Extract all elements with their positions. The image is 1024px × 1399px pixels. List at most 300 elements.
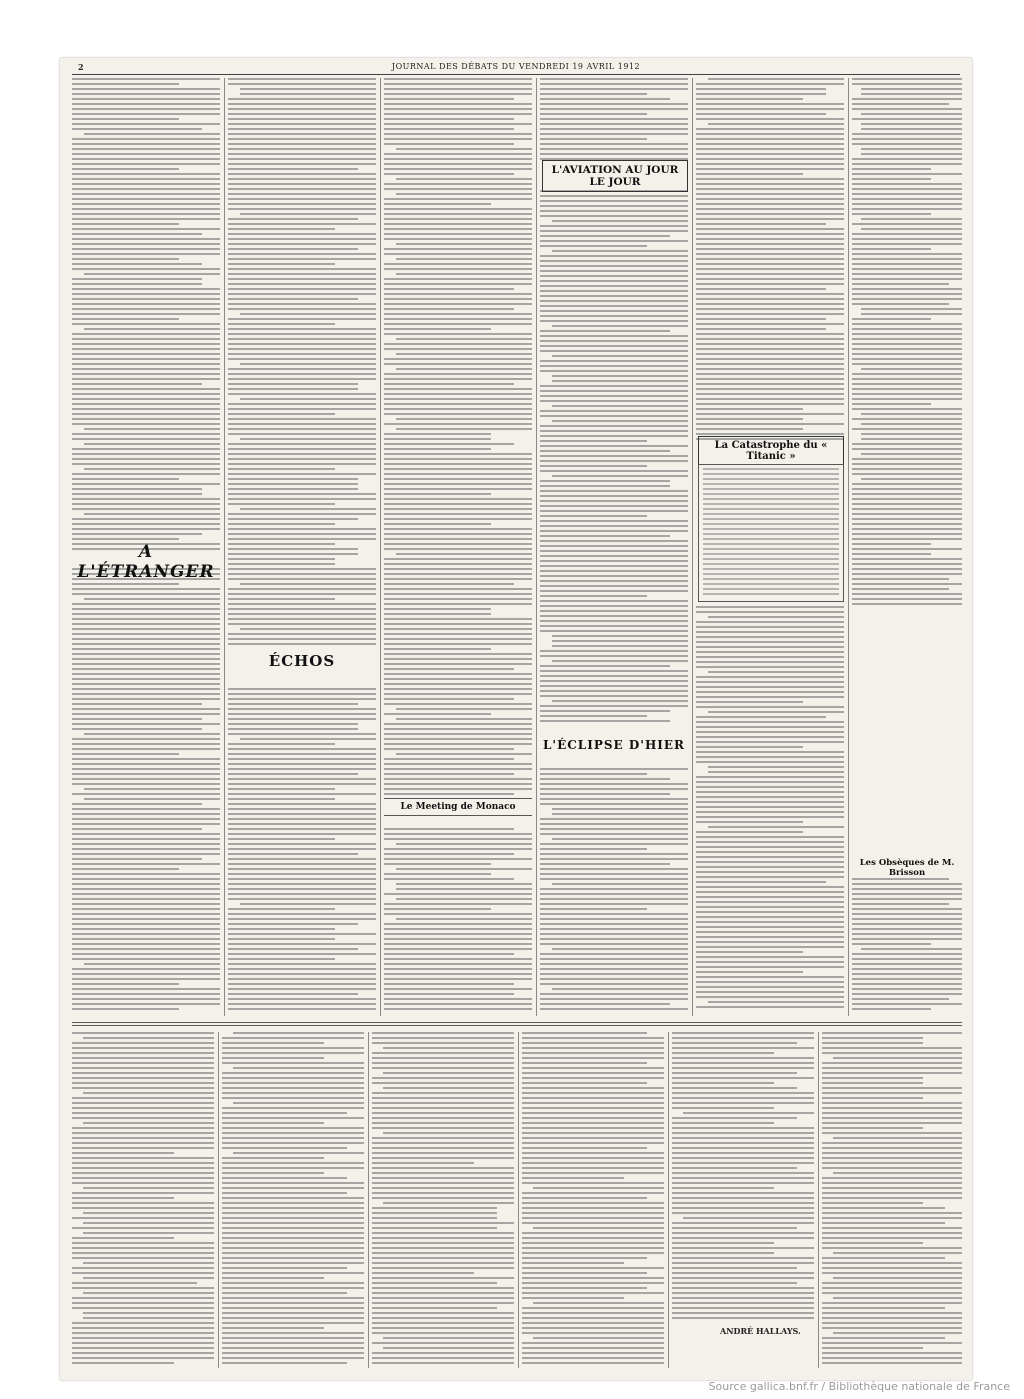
text-line [72,773,220,775]
text-line [372,1207,497,1209]
text-line [696,661,844,663]
text-line [540,445,688,447]
text-line [861,438,962,440]
text-line [383,1202,514,1204]
text-line [222,1327,324,1329]
text-line [228,708,376,710]
text-line [372,1312,514,1314]
text-line [228,728,358,730]
text-line [696,816,844,818]
text-line [384,103,532,105]
text-line [696,228,844,230]
text-line [72,453,220,455]
text-line [72,728,202,730]
text-line [672,1032,814,1034]
text-line [852,338,962,340]
text-line [708,711,844,713]
text-line [372,1112,514,1114]
text-line [522,1052,664,1054]
text-line [540,310,688,312]
text-line [522,1242,664,1244]
text-line [228,218,358,220]
text-line [384,113,532,115]
text-line [72,153,220,155]
text-line [72,938,220,940]
text-line [384,263,532,265]
text-line [852,188,962,190]
text-line [540,540,688,542]
text-line [852,918,962,920]
text-line [522,1267,664,1269]
text-line [852,253,962,255]
text-line [384,953,514,955]
text-line [696,298,844,300]
text-line [72,1272,214,1274]
text-line [372,1057,514,1059]
text-line [696,178,844,180]
text-line [228,98,376,100]
text-line [540,878,688,880]
text-line [72,748,220,750]
text-line [852,143,962,145]
text-line [852,513,962,515]
text-line [672,1102,814,1104]
text-line [384,778,532,780]
text-line [396,353,532,355]
text-line [540,320,688,322]
text-line [372,1257,514,1259]
column-rule [224,78,225,1016]
text-line [222,1197,364,1199]
text-line [228,858,376,860]
text-line [222,1337,364,1339]
feuilleton-separator [72,1022,962,1023]
text-line [228,948,358,950]
text-line [228,743,335,745]
text-line [384,848,532,850]
text-line [552,250,688,252]
text-line [822,1232,962,1234]
text-line [540,655,688,657]
text-line [228,83,376,85]
text-line [228,498,376,500]
text-line [83,1212,214,1214]
text-line [72,808,220,810]
text-line [228,168,358,170]
text-line [822,1337,945,1339]
text-line [696,158,844,160]
text-line [552,355,688,357]
text-line [852,203,962,205]
text-line [852,888,962,890]
text-line [822,1317,962,1319]
text-line [228,568,376,570]
text-line [222,1177,347,1179]
text-line [228,478,358,480]
text-line [228,208,376,210]
text-line [228,298,358,300]
text-line [822,1092,962,1094]
text-line [228,553,358,555]
text-line [852,978,962,980]
text-line [696,721,844,723]
text-line [522,1082,647,1084]
text-line [822,1087,962,1089]
text-line [696,373,844,375]
text-line [72,668,220,670]
text-line [372,1237,514,1239]
text-line [672,1117,797,1119]
text-line [540,143,688,145]
text-line [384,313,532,315]
text-line [228,328,376,330]
text-line [852,973,962,975]
text-line [84,733,220,735]
text-line [228,198,376,200]
text-line [708,1001,844,1003]
text-line [696,238,844,240]
text-line [852,393,962,395]
text-line [228,158,376,160]
text-line [852,503,962,505]
text-line [72,1062,214,1064]
text-line [222,1137,364,1139]
text-line [396,718,532,720]
text-line [384,503,532,505]
text-line [72,1077,214,1079]
text-line [852,233,962,235]
text-line [852,578,949,580]
text-line [696,966,844,968]
text-line [228,358,376,360]
text-line [72,223,179,225]
text-line [222,1127,364,1129]
text-line [696,811,844,813]
text-line [222,1352,364,1354]
text-line [372,1277,514,1279]
text-line [552,375,688,377]
text-line [852,223,962,225]
text-line [72,123,220,125]
text-line [696,363,844,365]
page-number: 2 [78,62,84,72]
text-line [72,833,220,835]
text-line [861,453,962,455]
text-line [861,93,962,95]
text-line [540,235,670,237]
text-line [540,773,647,775]
text-line [228,938,335,940]
text-line [222,1332,364,1334]
text-line [861,368,962,370]
text-line [540,123,688,125]
text-line [228,473,376,475]
section-heading-aviation: L'AVIATION AU JOUR LE JOUR [542,160,688,192]
text-line [228,383,358,385]
text-line [696,846,844,848]
text-line [540,605,688,607]
text-line [228,348,376,350]
text-line [696,751,844,753]
text-line [384,673,532,675]
text-line [540,958,688,960]
text-line [540,425,688,427]
text-line [228,293,376,295]
text-line [540,370,688,372]
text-line [384,468,532,470]
text-line [384,763,532,765]
text-line [384,383,514,385]
text-line [72,148,220,150]
text-line [833,1252,962,1254]
text-line [228,453,376,455]
text-line [822,1142,962,1144]
section-heading-eclipse: L'ÉCLIPSE D'HIER [542,738,686,752]
text-line [852,98,962,100]
text-line [228,428,376,430]
text-line [672,1232,814,1234]
text-line [384,513,532,515]
text-line [540,555,688,557]
text-line [696,971,803,973]
column-4-eclipse [540,768,688,1014]
text-line [696,198,844,200]
feuilleton-column-4 [522,1032,664,1368]
text-line [396,868,532,870]
text-line [383,1072,514,1074]
text-line [852,318,931,320]
text-line [228,128,376,130]
text-line [372,1272,474,1274]
text-line [222,1292,347,1294]
text-line [672,1317,814,1319]
text-line [696,103,844,105]
text-line [372,1327,514,1329]
text-line [228,423,376,425]
text-line [540,545,688,547]
text-line [72,933,220,935]
survivors-table [698,464,844,602]
text-line [540,108,688,110]
text-line [372,1292,514,1294]
text-line [228,493,376,495]
column-6-brisson [852,878,962,1014]
text-line [384,678,532,680]
column-1-continued [72,568,220,1016]
text-line [72,813,220,815]
text-line [384,863,491,865]
text-line [384,83,532,85]
text-line [852,108,962,110]
text-line [72,193,220,195]
text-line [852,543,931,545]
text-line [540,908,647,910]
column-rule [818,1032,819,1368]
text-line [72,1042,214,1044]
text-line [696,428,803,430]
text-line [384,998,532,1000]
text-line [852,373,962,375]
text-line [372,1162,474,1164]
text-line [72,723,220,725]
text-line [540,565,688,567]
table-row [703,593,839,595]
text-line [222,1312,364,1314]
text-line [852,988,962,990]
text-line [72,323,220,325]
text-line [384,648,491,650]
text-line [72,1112,214,1114]
text-line [72,763,220,765]
text-line [861,478,962,480]
text-line [540,630,688,632]
table-row [703,508,839,510]
text-line [384,408,532,410]
text-line [852,163,962,165]
text-line [696,821,803,823]
text-line [72,318,179,320]
text-line [228,883,376,885]
text-line [72,168,179,170]
text-line [228,943,376,945]
text-line [72,623,220,625]
text-line [222,1157,324,1159]
text-line [72,958,220,960]
text-line [861,128,962,130]
text-line [72,308,220,310]
text-line [822,1157,962,1159]
text-line [852,418,962,420]
text-line [672,1092,814,1094]
text-line [822,1362,962,1364]
text-line [540,480,670,482]
text-line [540,300,688,302]
text-line [222,1207,364,1209]
text-line [822,1152,962,1154]
text-line [672,1242,774,1244]
text-line [696,761,844,763]
text-line [72,658,220,660]
text-line [522,1142,664,1144]
text-line [72,338,220,340]
text-line [522,1147,647,1149]
text-line [72,483,220,485]
text-line [522,1282,664,1284]
text-line [852,908,962,910]
text-line [372,1032,514,1034]
text-line [696,218,844,220]
text-line [822,1072,962,1074]
text-line [228,763,376,765]
text-line [672,1207,814,1209]
text-line [822,1102,962,1104]
text-line [228,758,376,760]
text-line [72,378,220,380]
text-line [72,283,202,285]
text-line [396,418,532,420]
text-line [540,285,688,287]
text-line [833,1332,962,1334]
text-line [228,833,376,835]
text-line [384,628,532,630]
text-line [240,628,376,630]
text-line [852,363,962,365]
text-line [384,658,532,660]
text-line [222,1057,324,1059]
text-line [696,756,844,758]
text-line [852,518,962,520]
text-line [852,293,962,295]
text-line [384,568,532,570]
text-line [72,923,220,925]
text-line [672,1297,814,1299]
table-row [703,573,839,575]
text-line [72,158,220,160]
table-row [703,553,839,555]
text-line [540,793,670,795]
text-line [72,948,220,950]
text-line [72,138,220,140]
text-line [384,698,514,700]
text-line [384,908,491,910]
text-line [222,1147,347,1149]
text-line [222,1222,364,1224]
text-line [383,1132,514,1134]
text-line [228,108,376,110]
text-line [852,568,962,570]
text-line [822,1052,962,1054]
text-line [384,483,532,485]
text-line [696,423,844,425]
text-line [72,433,220,435]
text-line [384,598,532,600]
text-line [228,703,358,705]
text-line [552,635,688,637]
text-line [672,1177,814,1179]
text-line [522,1137,664,1139]
text-line [384,993,514,995]
text-line [384,378,532,380]
text-line [384,358,532,360]
text-line [228,288,376,290]
text-line [696,323,844,325]
text-line [540,933,688,935]
text-line [72,1332,214,1334]
text-line [384,138,532,140]
text-line [540,290,688,292]
text-line [222,1242,364,1244]
text-line [228,273,376,275]
text-line [84,798,220,800]
text-line [228,333,376,335]
text-line [72,603,220,605]
text-line [222,1267,347,1269]
text-line [83,1187,214,1189]
text-line [696,691,844,693]
text-line [672,1082,774,1084]
text-line [72,1252,214,1254]
text-line [672,1162,814,1164]
text-line [72,898,220,900]
text-line [861,313,962,315]
text-line [696,128,844,130]
text-line [384,268,532,270]
text-line [222,1212,364,1214]
text-line [222,1232,364,1234]
text-line [540,395,688,397]
text-line [72,758,220,760]
text-line [72,1137,214,1139]
